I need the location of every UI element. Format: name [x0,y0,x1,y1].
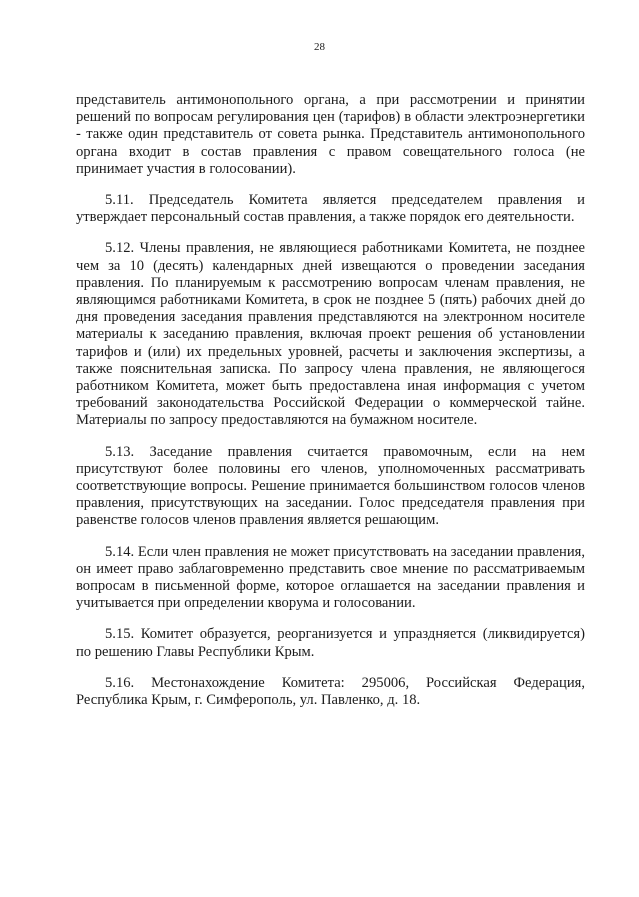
paragraph-5-13: 5.13. Заседание правления считается правомочным, если на нем присутствуют более половины его членов, уполномоченных рассматривать соответствующие вопросы. Решение принимается большинством голосов членов правления, присутствующих на заседании. Голос председателя правления при равенстве голосов членов правления является решающим. [76,443,585,529]
paragraph-continuation: представитель антимонопольного органа, а при рассмотрении и принятии решений по вопросам регулирования цен (тарифов) в области электроэнергетики - также один представитель от совета рынка. Представитель антимонопольного органа входит в состав правления с правом совещательного голоса (не принимает участия в голосовании). [76,92,585,177]
paragraph-5-16: 5.16. Местонахождение Комитета: 295006, Российская Федерация, Республика Крым, г. Симферополь, ул. Павленко, д. 18. [76,674,585,709]
paragraph-5-14: 5.14. Если член правления не может присутствовать на заседании правления, он имеет право заблаговременно представить свое мнение по рассматриваемым вопросам в письменной форме, которое оглашается на заседании правления и учитывается при определении кворума и голосовании. [76,543,585,612]
paragraph-5-15: 5.15. Комитет образуется, реорганизуется и упраздняется (ликвидируется) по решению Главы Республики Крым. [76,626,585,660]
page-number: 28 [314,41,325,53]
paragraph-5-11: 5.11. Председатель Комитета является председателем правления и утверждает персональный состав правления, а также порядок его деятельности. [76,192,585,226]
paragraph-5-12: 5.12. Члены правления, не являющиеся работниками Комитета, не позднее чем за 10 (десять) календарных дней извещаются о проведении заседания правления. По планируемым к рассмотрению вопросам членам правления, не являющимся работниками Комитета, в срок не позднее 5 (пять) рабочих дней до дня проведения заседания правления представляются на электронном носителе материалы к заседанию правления, включая проект решения об установлении тарифов и (или) их предельных уровней, расчеты и заключения экспертизы, а также пояснительная записка. По запросу члена правления, не являющегося работником Комитета, может быть предоставлена иная информация с учетом требований законодательства Российской Федерации о коммерческой тайне. Материалы по запросу предоставляются на бумажном носителе. [76,240,585,429]
document-body [76,92,585,709]
